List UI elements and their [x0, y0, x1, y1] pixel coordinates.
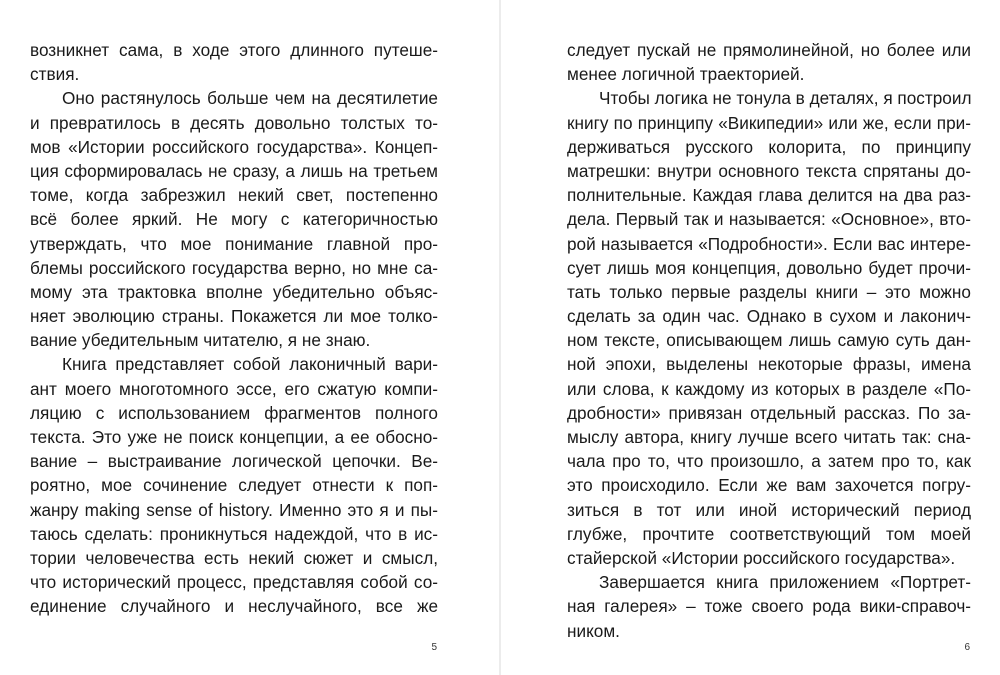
text-line: единение случайного и неслучайного, все же	[30, 596, 438, 617]
text-line: менее логичной траекторией.	[567, 64, 805, 85]
left-page	[0, 0, 499, 675]
text-line: блемы российского государства верно, но мне са-	[30, 257, 438, 278]
text-line: глубже, прочтите соответствующий том моей	[567, 523, 971, 544]
text-line: вание убедительным читателю, я не знаю.	[30, 330, 371, 351]
text-line: ант моего многотомного эссе, его сжатую компи-	[30, 378, 438, 399]
text-line: или слова, к каждому из которых в разделе «По-	[567, 378, 971, 399]
text-line: роятно, мое сочинение следует отнести к поп-	[30, 475, 438, 496]
text-line: рой называется «Подробности». Если вас интере-	[567, 233, 971, 254]
text-line: матрешки: внутри основного текста спрятаны до-	[567, 160, 971, 181]
right-page	[501, 0, 1000, 675]
text-line: следует пускай не прямолинейной, но более или	[567, 40, 971, 60]
text-line: жанру making sense of history. Именно это я и пы-	[30, 499, 438, 520]
text-line: ляцию с использованием фрагментов полного	[30, 402, 438, 423]
text-line: ствия.	[30, 64, 80, 85]
text-line: мыслу автора, книгу лучше всего читать так: сна-	[567, 427, 971, 447]
text-line: няет эволюцию страны. Покажется ли мое толко-	[30, 306, 438, 327]
text-line: Завершается книга приложением «Портрет-	[599, 572, 971, 593]
page-number-left: 5	[431, 642, 437, 653]
text-line: всё более яркий. Не могу с категоричностью	[30, 209, 438, 230]
text-line: что исторический процесс, представляя собой со-	[30, 572, 438, 593]
text-line: Оно растянулось больше чем на десятилетие	[62, 88, 438, 109]
text-line: дела. Первый так и называется: «Основное», вто-	[567, 209, 971, 230]
text-line: книгу по принципу «Википедии» или же, если при-	[567, 112, 971, 133]
text-line: утверждать, что мое понимание главной про-	[30, 233, 438, 254]
text-line: это происходило. Если же вам захочется погру-	[567, 475, 971, 496]
text-line: томе, когда забрезжил некий свет, постепенно	[30, 185, 438, 206]
text-line: ция сформировалась не сразу, а лишь на третьем	[30, 160, 438, 181]
left-page-text	[30, 38, 438, 619]
right-page-text	[567, 38, 971, 643]
text-line: зиться в тот или иной исторический период	[567, 499, 971, 520]
text-line: ном тексте, описывающем лишь самую суть дан-	[567, 330, 971, 351]
text-line: держиваться русского колорита, по принципу	[567, 136, 971, 157]
text-line: ной эпохи, выделены некоторые фразы, имена	[567, 354, 971, 375]
text-line: стайерской «Истории российского государства».	[567, 547, 956, 568]
text-line: мому эта трактовка вполне убедительно объяс-	[30, 281, 438, 302]
text-line: таюсь сделать: проникнуться надеждой, что в ис-	[30, 523, 438, 544]
text-line: сует лишь моя концепция, довольно будет прочи-	[567, 257, 971, 278]
text-line: мов «Истории российского государства». Концеп-	[30, 136, 438, 157]
text-line: ная галерея» – тоже своего рода вики-справоч-	[567, 596, 971, 617]
text-line: тать только первые разделы книги – это можно	[567, 281, 971, 302]
text-line: чала про то, что произошло, а затем про то, как	[567, 451, 971, 472]
page-number-right: 6	[964, 642, 970, 653]
text-line: Книга представляет собой лаконичный вари-	[62, 354, 438, 375]
text-line: сделать за один час. Однако в сухом и лаконич-	[567, 306, 971, 327]
text-line: полнительные. Каждая глава делится на два раз-	[567, 185, 971, 206]
text-line: ником.	[567, 620, 620, 641]
text-line: вание – выстраивание логической цепочки. Ве-	[30, 451, 438, 472]
text-line: тории человечества есть некий сюжет и смысл,	[30, 547, 438, 568]
text-line: дробности» привязан отдельный рассказ. По за-	[567, 402, 971, 423]
text-line: и превратилось в десять довольно толстых то-	[30, 112, 438, 133]
text-line: Чтобы логика не тонула в деталях, я построил	[599, 88, 972, 109]
text-line: возникнет сама, в ходе этого длинного путеше-	[30, 40, 438, 60]
text-line: текста. Это уже не поиск концепции, а ее обосно-	[30, 427, 438, 447]
